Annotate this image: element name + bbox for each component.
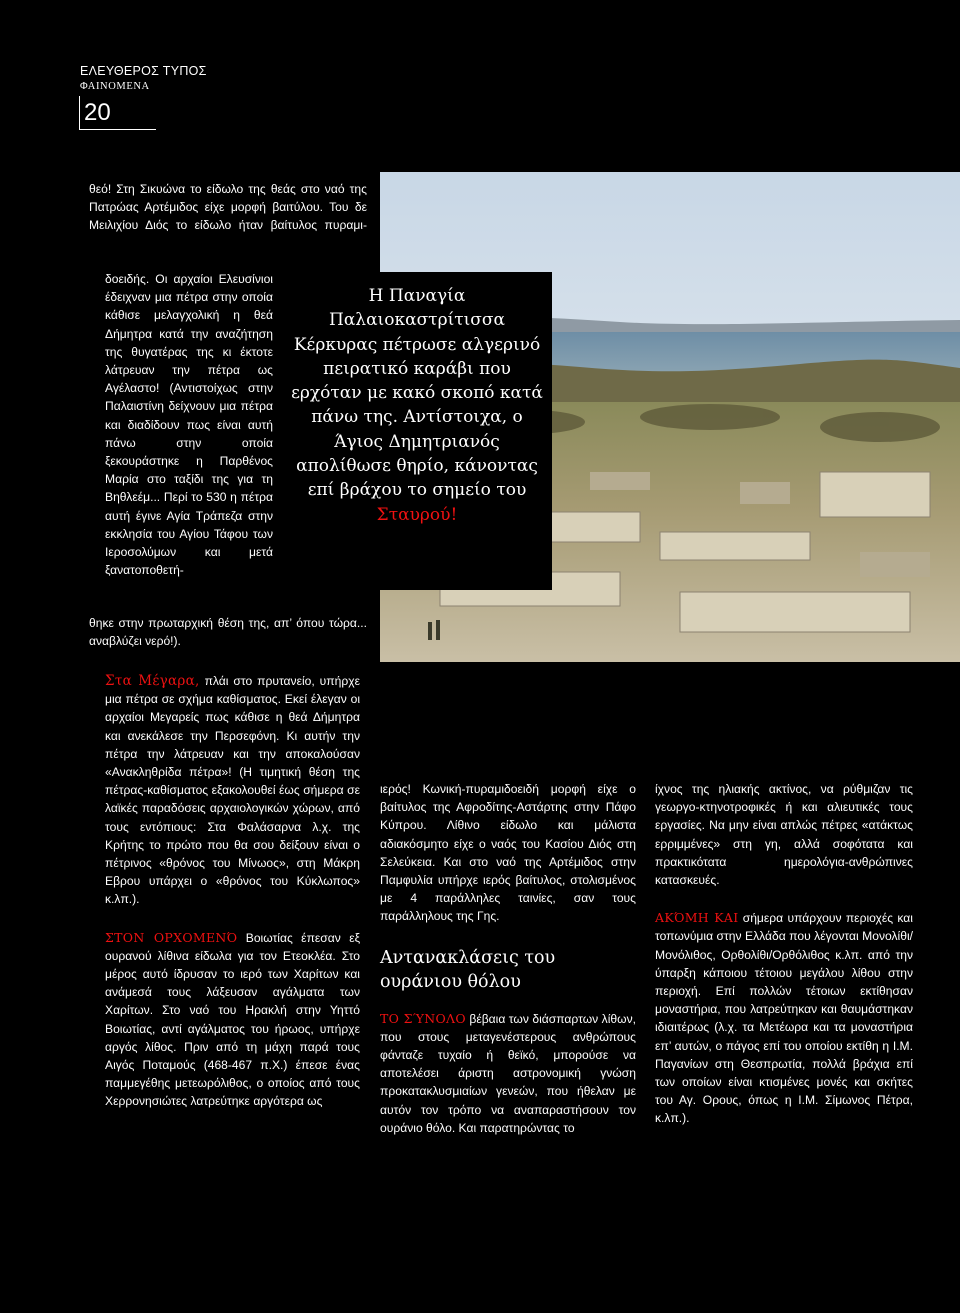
- paragraph-megara: [105, 672, 360, 909]
- intro-paragraph-top: θεό! Στη Σικυώνα το είδωλο της θεάς στο ναό της Πατρώας Αρτέμιδος είχε μορφή βαιτύλου. Του δε Μειλιχίου Διός το είδωλο ήταν βαίτυλος πυραμι-: [89, 182, 367, 233]
- paragraph-lead: Στα Μέγαρα,: [105, 673, 200, 689]
- paragraph-lead: ΑΚΌΜΗ ΚΑΙ: [655, 910, 739, 926]
- paragraph-orchomenos: [105, 929, 360, 1111]
- pull-quote-text: Η Παναγία Παλαιοκαστρίτισσα Κέρκυρας πέτρωσε αλγερινό πειρατικό καράβι που ερχόταν με κακό σκοπό κατά πάνω της. Αντίστοιχα, ο Άγιος Δημητριανός απολίθωσε θηρίο, κάνοντας επί βράχου το σημείο του: [291, 286, 543, 501]
- section-label: ΦΑΙΝΟΜΕΝΑ: [80, 81, 150, 92]
- article-column-2: [380, 780, 636, 1157]
- paragraph-lead: ΣΤΟΝ ΟΡΧΟΜΕΝΌ: [105, 929, 238, 945]
- pull-quote-highlight: Σταυρού!: [376, 504, 458, 525]
- paragraph-text: βέβαια των διάσπαρτων λίθων, που στους μεταγενέστερους ανθρώπους φάνταζε τυχαίο ή θεϊκό, μπορούσε να αποτελέσει άριστη αστρονομική γνώση προκατακλυσμιαίων γενεών, που ήθελαν με αυτόν τον τρόπο να αναπαραστήσουν τον ουράνιο θόλο. Και παρατηρώντας το: [380, 1011, 636, 1135]
- paragraph-text: ιερός! Κωνική-πυραμιδοειδή μορφή είχε ο βαίτυλος της Αφροδίτης-Αστάρτης στην Πάφο Κύπρου. Λίθινο είδωλο και μάλιστα αδιακόσμητο είχε ο ναός του Κασίου Διός στη Σελεύκεια. Και στο ναό της Αρτέμιδος στην Παμφυλία υπήρχε ιερός βαίτυλος, στολισμένος με 4 παράλληλες ταινίες, σαν τους παράλληλους της Γης.: [380, 782, 636, 924]
- intro-paragraph-middle: δοειδής. Οι αρχαίοι Ελευσίνιοι έδειχναν μια πέτρα στην οποία κάθισε μελαγχολική η θεά Δήμητρα κατά την αναζήτηση της θυγατέρας της κι έκτοτε λάτρευαν την πέτρα ως Αγέλαστο! (Αντιστοίχως στην Παλαιστίνη δείχνουν μια πέτρα και διαδίδουν πως είναι αυτή πάνω στην οποία ξεκουράστηκε η Παρθένος Μαρία στο ταξίδι της για τη Βηθλεέμ... Περί το 530 η πέτρα αυτή έγινε Αγία Τράπεζα στην εκκλησία του Αγίου Τάφου των Ιεροσολύμων και μετά ξανατοποθετή-: [105, 272, 273, 578]
- pull-quote: [288, 284, 546, 527]
- paragraph-lead: ΤΟ ΣΎΝΟΛΟ: [380, 1010, 466, 1026]
- intro-paragraph-bottom: θηκε στην πρωταρχική θέση της, απ’ όπου τώρα... αναβλύζει νερό!).: [89, 616, 367, 649]
- page-number: 20: [84, 99, 111, 126]
- paragraph-synolo: [380, 1010, 636, 1137]
- paragraph-akomi: [655, 909, 913, 1127]
- subheading: Αντανακλάσεις του ουράνιου θόλου: [380, 947, 556, 992]
- article-column-1: [105, 672, 360, 1131]
- paragraph-text: σήμερα υπάρχουν περιοχές και τοπωνύμια στην Ελλάδα που λέγονται Μονολίθι/Μονόλιθος, Ορθολίθι/Ορθόλιθος κ.λπ. από την ύπαρξη κάποιου τέτοιου μεγάλου λίθου στην περιοχή. Επί πολλών τέτοιων εκτίθησαν μοναστήρια, που λατρεύτηκαν και θαυμάστηκαν ιδιαιτέρως (λ.χ. τα Μετέωρα και τα μοναστήρια επ’ αυτών, ο πάγος επί του οποίου εκτίθη η Ι.Μ. Παγανίων στη Θεσπρωτία, πολλά βράχια επί των οποίων είναι κτισμένες μονές και σκήτες του Αγ. Ορους, όπως η Ι.Μ. Σίμωνος Πέτρα, κ.λπ.).: [655, 911, 913, 1126]
- publication-title: ΕΛΕΥΘΕΡΟΣ ΤΥΠΟΣ: [80, 64, 207, 78]
- pull-quote-box: [282, 272, 552, 590]
- paragraph-text: Βοιωτίας έπεσαν εξ ουρανού λίθινα είδωλα για τον Ετεοκλέα. Στο μέρος αυτό ίδρυσαν το ιερό των Χαρίτων και ανάμεσά τους λάξευσαν αγάλματα των Χαρίτων. Στο ναό του Ηρακλή στην Υηττό Βοιωτίας, αντί αγάλματος του ήρωος, υπήρχε αργός λίθος. Πριν από τη μάχη παρά τους Αιγός Ποταμούς (468-467 π.Χ.) έπεσε ένας παμμεγέθης μετεωρόλιθος, ο οποίος από τους Χερρονησιώτες λατρεύτηκε αργότερα ως: [105, 930, 360, 1109]
- paragraph-text: ίχνος της ηλιακής ακτίνος, να ρύθμιζαν τις γεωργο-κτηνοτροφικές ή και αλιευτικές τους εργασίες. Να μην είναι απλώς πέτρες «ατάκτως ερριμμένες» στη γη, αλλά σοφότατα και πρακτικότατα ημερολόγια-ανθρώπινες κατασκευές.: [655, 782, 913, 888]
- article-column-3: [655, 780, 913, 1148]
- paragraph-text: πλάι στο πρυτανείο, υπήρχε μια πέτρα σε σχήμα καθίσματος. Εκεί έλεγαν οι αρχαίοι Μεγαρείς πως κάθισε η θεά Δήμητρα και ανεκάλεσε την Περσεφόνη. Κι αυτήν την πέτρα την λάτρευαν και την αποκαλούσαν «Ανακληθρίδα πέτρα»! (Η τιμητική θέση της πέτρας-καθίσματος εξακολουθεί έως σήμερα σε λαϊκές παραδόσεις αρχαιολογικών χώρων, από τους εντόπιους: Στα Φαλάσαρνα λ.χ. της Κρήτης το πρώτο που θα σου δείξουν είναι ο πέτρινος «θρόνος του Μίνωος», στη Μάκρη Εβρου υπάρχει ο «θρόνος του Κύκλωπος» κ.λπ.).: [105, 674, 360, 907]
